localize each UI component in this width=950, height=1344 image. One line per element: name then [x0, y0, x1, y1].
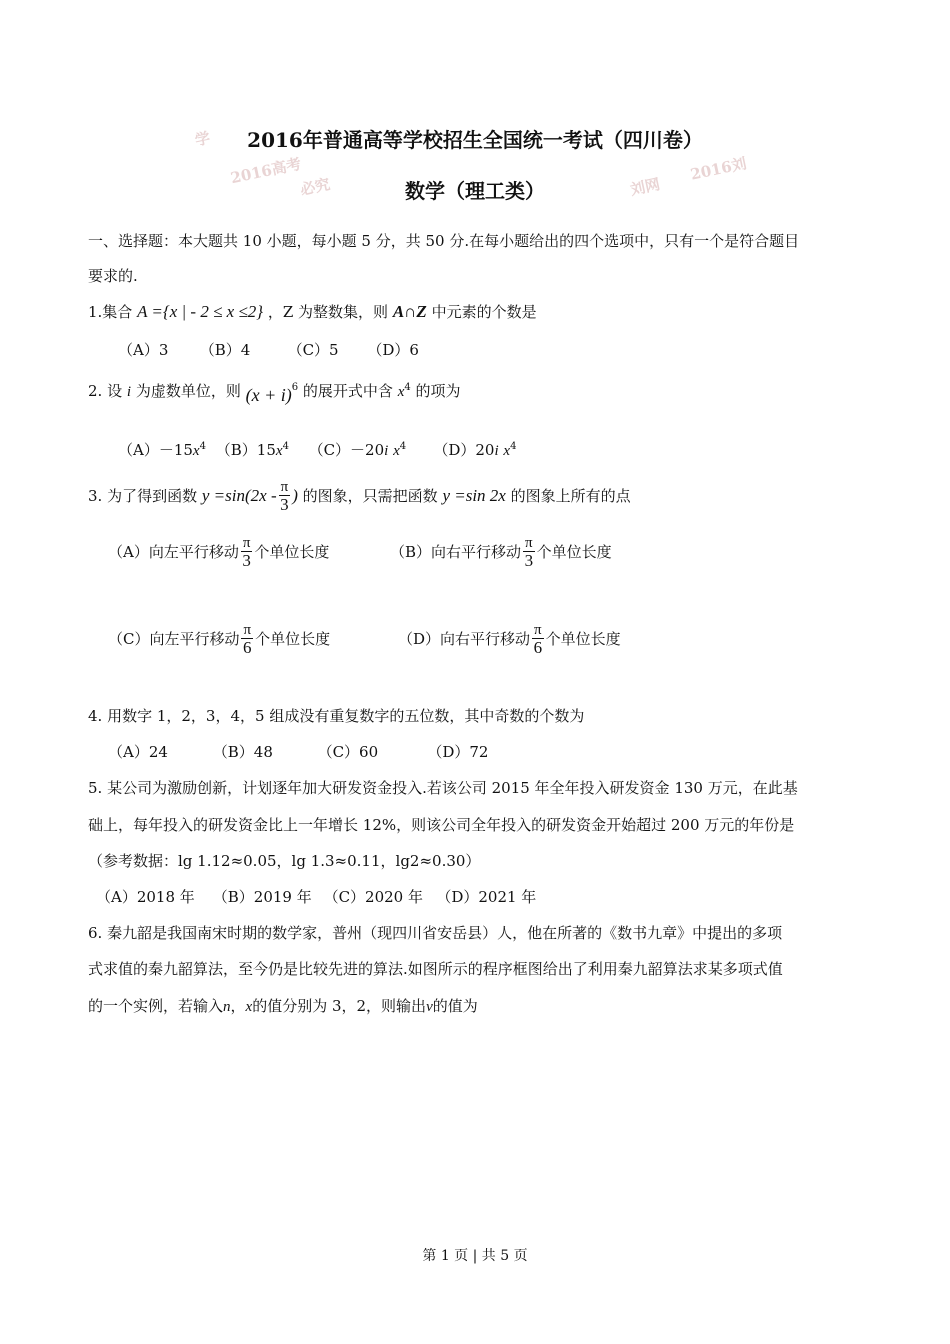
- q1-mid: ，Z 为整数集，则: [267, 303, 389, 321]
- question-2: [88, 378, 461, 405]
- q2-prefix: 2. 设: [88, 382, 123, 400]
- q3-suffix: 的图象上所有的点: [510, 487, 631, 505]
- watermark: 必究: [298, 175, 332, 199]
- q2-option-d: （D）20i $x^4$: [433, 441, 517, 459]
- section-heading: 一、选择题：本大题共 10 小题，每小题 5 分，共 50 分.在每小题给出的四个选项中，只有一个是符合题目: [88, 232, 800, 250]
- q1-option-c: （C）5: [287, 341, 339, 359]
- question-5-reference: （参考数据：lg 1.12≈0.05，lg 1.3≈0.11，lg2≈0.30）: [88, 852, 481, 870]
- q1-option-b: （B）4: [199, 341, 251, 359]
- q5-option-b: （B）2019 年: [212, 888, 312, 906]
- q3-option-c: （C）向左平行移动 $\frac{\pi}{6}$ 个单位长度: [108, 621, 331, 658]
- watermark: 2016刘: [688, 154, 749, 184]
- q2-mid: 为虚数单位，则: [135, 382, 241, 400]
- q1-option-d: （D）6: [367, 341, 419, 359]
- q2-suffix-a: 的展开式中含: [302, 382, 393, 400]
- q1-options: [118, 340, 419, 360]
- q3-func2: y =sin 2x: [442, 486, 506, 505]
- q5-options: [96, 887, 536, 907]
- q1-intersection: A∩Z: [392, 302, 427, 321]
- q2-option-c: （C）－20i $x^4$: [308, 441, 407, 459]
- q4-option-b: （B）48: [212, 743, 273, 761]
- q3-func1: y =sin(2x -: [201, 486, 277, 505]
- question-5-cont: 础上，每年投入的研发资金比上一年增长 12%，则该公司全年投入的研发资金开始超过 200 万元的年份是: [88, 816, 795, 834]
- page-title: 2016年普通高等学校招生全国统一考试（四川卷）: [247, 128, 703, 152]
- q4-option-d: （D）72: [427, 743, 489, 761]
- q2-x-power: 4: [404, 382, 411, 393]
- question-5: 5. 某公司为激励创新，计划逐年加大研发资金投入.若该公司 2015 年全年投入研发资金 130 万元，在此基: [88, 779, 798, 797]
- question-3: 3. 为了得到函数 y =sin(2x - $\frac{\pi}{3}$ ) 的图象，只需把函数 y =sin 2x 的图象上所有的点: [88, 478, 631, 515]
- watermark: 2016高考: [229, 154, 303, 188]
- question-1: [88, 302, 537, 322]
- q1-prefix: 1.集合: [88, 303, 133, 321]
- question-6-end: 的一个实例，若输入n，x的值分别为 3，2，则输出v的值为: [88, 997, 478, 1015]
- question-6-cont: 式求值的秦九韶算法，至今仍是比较先进的算法.如图所示的程序框图给出了利用秦九韶算法求某多项式值: [88, 960, 783, 978]
- q3-mid: 的图象，只需把函数: [302, 487, 438, 505]
- q5-option-a: （A）2018 年: [96, 888, 195, 906]
- q4-option-a: （A）24: [108, 743, 168, 761]
- page-subtitle: 数学（理工类）: [405, 179, 545, 203]
- q2-option-b: $(B)15x^4$: [215, 441, 289, 459]
- q2-power: 6: [291, 382, 299, 393]
- q2-options: [118, 437, 516, 461]
- q3-fraction: $\frac{\pi}{3}$: [280, 478, 289, 515]
- q3-prefix: 3. 为了得到函数: [88, 487, 198, 505]
- question-4: 4. 用数字 1，2，3，4，5 组成没有重复数字的五位数，其中奇数的个数为: [88, 707, 585, 725]
- q1-suffix: 中元素的个数是: [431, 303, 537, 321]
- q2-suffix-b: 的项为: [415, 382, 461, 400]
- q2-option-a: $(A)-15x^4$: [118, 441, 206, 459]
- q4-option-c: （C）60: [317, 743, 379, 761]
- q5-option-d: （D）2021 年: [436, 888, 537, 906]
- q3-option-b: （B）向右平行移动 $\frac{\pi}{3}$ 个单位长度: [390, 534, 612, 571]
- q5-option-c: （C）2020 年: [323, 888, 423, 906]
- q3-option-d: （D）向右平行移动 $\frac{\pi}{6}$ 个单位长度: [398, 621, 621, 658]
- page-footer: 第 1 页 | 共 5 页: [422, 1248, 528, 1264]
- q2-x: x: [397, 384, 405, 400]
- q4-options: [108, 742, 488, 762]
- watermark: 学: [193, 128, 212, 150]
- watermark: 刘网: [628, 175, 662, 199]
- section-heading-cont: 要求的.: [88, 267, 138, 285]
- q1-set-expr: A ={x | - 2 ≤ x ≤2}: [137, 302, 264, 321]
- q1-option-a: （A）3: [118, 341, 169, 359]
- q2-binomial: (x + i): [245, 385, 292, 405]
- question-6: 6. 秦九韶是我国南宋时期的数学家，普州（现四川省安岳县）人，他在所著的《数书九章》中提出的多项: [88, 924, 783, 942]
- q3-option-a: （A）向左平行移动 $\frac{\pi}{3}$ 个单位长度: [108, 534, 330, 571]
- q2-i: i: [126, 384, 132, 400]
